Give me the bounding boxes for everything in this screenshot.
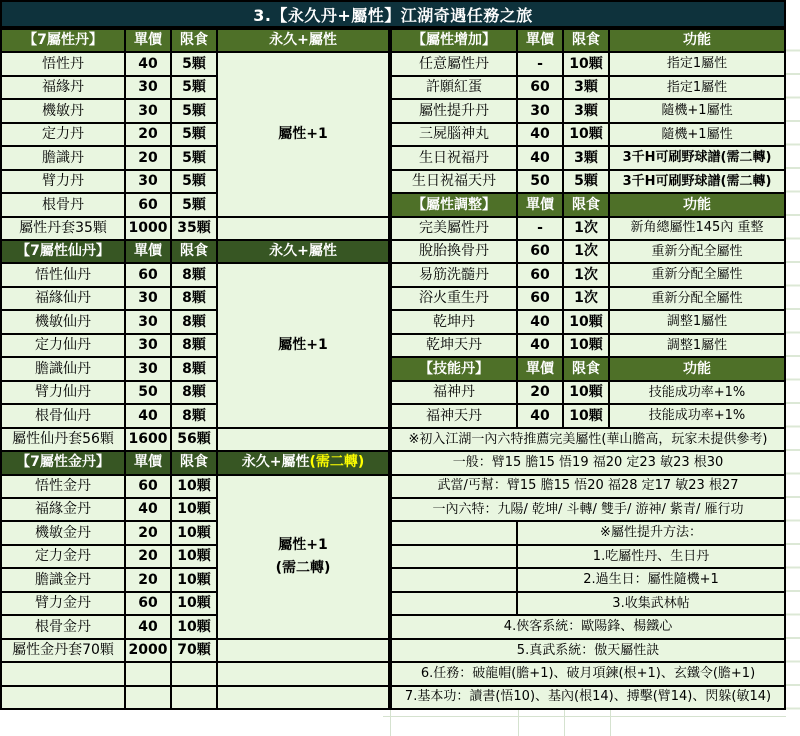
limit-cell: 3顆 <box>564 100 608 121</box>
effect-note-cell <box>218 476 388 638</box>
effect-cell: 重新分配全屬性 <box>610 288 784 309</box>
price-cell: 40 <box>126 53 170 74</box>
set-row-limit-cell: 56顆 <box>172 429 216 450</box>
price-cell: 40 <box>518 311 562 332</box>
set-row-effect-empty-cell <box>218 218 388 239</box>
table-header-effect: 功能 <box>610 194 784 215</box>
limit-cell: 5顆 <box>172 100 216 121</box>
limit-cell: 8顆 <box>172 335 216 356</box>
price-cell: 30 <box>126 311 170 332</box>
limit-cell: 10顆 <box>172 546 216 567</box>
item-name-cell: 根骨仙丹 <box>2 405 124 426</box>
table-header-price: 單價 <box>518 30 562 51</box>
limit-cell: 5顆 <box>172 147 216 168</box>
item-name-cell: 生日祝福丹 <box>392 147 516 168</box>
limit-cell: 1次 <box>564 241 608 262</box>
price-cell: 60 <box>126 194 170 215</box>
table-header-price: 單價 <box>126 452 170 473</box>
item-name-cell: 根骨丹 <box>2 194 124 215</box>
item-name-cell: 定力仙丹 <box>2 335 124 356</box>
table-header-effect <box>218 241 388 262</box>
set-row-limit-cell: 70顆 <box>172 640 216 661</box>
item-name-cell: 屬性提升丹 <box>392 100 516 121</box>
limit-cell: 10顆 <box>172 499 216 520</box>
empty-cell <box>2 687 124 708</box>
gridline <box>518 710 519 736</box>
set-row-price-cell: 1600 <box>126 429 170 450</box>
note-row: 武當/丐幫：臂15 膽15 悟20 福28 定17 敏23 根27 <box>392 476 784 497</box>
note-row: 一般：臂15 膽15 悟19 福20 定23 敏23 根30 <box>392 452 784 473</box>
limit-cell: 3顆 <box>564 147 608 168</box>
table-header-price: 單價 <box>126 30 170 51</box>
table-header-limit: 限食 <box>172 452 216 473</box>
effect-cell: 3千H可刷野球譜(需二轉) <box>610 147 784 168</box>
effect-cell: 隨機+1屬性 <box>610 100 784 121</box>
limit-cell: 3顆 <box>564 77 608 98</box>
item-name-cell: 膽識金丹 <box>2 569 124 590</box>
price-cell: 60 <box>126 476 170 497</box>
limit-cell: 1次 <box>564 288 608 309</box>
price-cell: 20 <box>126 569 170 590</box>
table-header-limit: 限食 <box>564 30 608 51</box>
sheet-area <box>0 28 786 710</box>
item-name-cell: 悟性金丹 <box>2 476 124 497</box>
limit-cell: 10顆 <box>564 311 608 332</box>
set-row-limit-cell: 35顆 <box>172 218 216 239</box>
empty-cell <box>218 663 388 684</box>
item-name-cell: 三屍腦神丸 <box>392 124 516 145</box>
limit-cell: 10顆 <box>564 335 608 356</box>
item-name-cell: 定力金丹 <box>2 546 124 567</box>
item-name-cell: 機敏仙丹 <box>2 311 124 332</box>
set-row-effect-empty-cell <box>218 640 388 661</box>
item-name-cell: 悟性仙丹 <box>2 264 124 285</box>
set-row-name-cell: 屬性仙丹套56顆 <box>2 429 124 450</box>
effect-note-line: 屬性+1 <box>278 337 328 354</box>
limit-cell: 8顆 <box>172 311 216 332</box>
item-name-cell: 臂力丹 <box>2 171 124 192</box>
item-name-cell: 臂力金丹 <box>2 593 124 614</box>
table-header-price: 單價 <box>126 241 170 262</box>
table-header-item: 【屬性增加】 <box>392 30 516 51</box>
price-cell: 40 <box>518 124 562 145</box>
limit-cell: 8顆 <box>172 358 216 379</box>
limit-cell: 8顆 <box>172 382 216 403</box>
note-empty-cell <box>392 569 516 590</box>
effect-note-cell <box>218 264 388 426</box>
effect-cell: 調整1屬性 <box>610 311 784 332</box>
item-name-cell: 福神丹 <box>392 382 516 403</box>
price-cell: 30 <box>126 171 170 192</box>
price-cell: 40 <box>518 335 562 356</box>
price-cell: - <box>518 53 562 74</box>
table-header-price: 單價 <box>518 358 562 379</box>
price-cell: 60 <box>518 77 562 98</box>
item-name-cell: 福神天丹 <box>392 405 516 426</box>
empty-cell <box>126 687 170 708</box>
table-header-item: 【7屬性丹】 <box>2 30 124 51</box>
effect-cell: 新角總屬性145內 重整 <box>610 218 784 239</box>
empty-cell <box>172 663 216 684</box>
effect-header-label: 永久+屬性 <box>241 454 310 471</box>
table-header-item: 【7屬性仙丹】 <box>2 241 124 262</box>
limit-cell: 5顆 <box>172 77 216 98</box>
table-header-limit: 限食 <box>564 358 608 379</box>
limit-cell: 5顆 <box>172 53 216 74</box>
price-cell: 60 <box>518 264 562 285</box>
limit-cell: 8顆 <box>172 264 216 285</box>
item-name-cell: 福緣金丹 <box>2 499 124 520</box>
limit-cell: 5顆 <box>172 171 216 192</box>
price-cell: 30 <box>126 77 170 98</box>
limit-cell: 10顆 <box>172 522 216 543</box>
limit-cell: 10顆 <box>172 616 216 637</box>
price-cell: 20 <box>518 382 562 403</box>
table-header-limit: 限食 <box>172 30 216 51</box>
item-name-cell: 定力丹 <box>2 124 124 145</box>
item-name-cell: 臂力仙丹 <box>2 382 124 403</box>
set-row-price-cell: 1000 <box>126 218 170 239</box>
gridline <box>610 710 611 736</box>
item-name-cell: 脫胎換骨丹 <box>392 241 516 262</box>
price-cell: 60 <box>518 288 562 309</box>
effect-note-cell <box>218 53 388 215</box>
table-header-item: 【屬性調整】 <box>392 194 516 215</box>
note-row: ※初入江湖一內六特推薦完美屬性(華山膽高，玩家未提供參考) <box>392 429 784 450</box>
empty-cell <box>218 687 388 708</box>
item-name-cell: 機敏金丹 <box>2 522 124 543</box>
price-cell: 30 <box>126 288 170 309</box>
item-name-cell: 膽識仙丹 <box>2 358 124 379</box>
gridline <box>390 710 391 736</box>
empty-cell <box>2 663 124 684</box>
limit-cell: 5顆 <box>172 124 216 145</box>
note-row: 5.真武系統：傲天屬性訣 <box>392 640 784 661</box>
effect-header-label: 永久+屬性 <box>269 243 337 260</box>
effect-cell: 技能成功率+1% <box>610 382 784 403</box>
price-cell: 30 <box>126 100 170 121</box>
item-name-cell: 乾坤天丹 <box>392 335 516 356</box>
price-cell: 40 <box>126 499 170 520</box>
set-row-name-cell: 屬性金丹套70顆 <box>2 640 124 661</box>
table-header-item: 【技能丹】 <box>392 358 516 379</box>
price-cell: 40 <box>518 147 562 168</box>
sheet-margin-right <box>786 28 800 710</box>
limit-cell: 1次 <box>564 264 608 285</box>
price-cell: 30 <box>126 358 170 379</box>
item-name-cell: 悟性丹 <box>2 53 124 74</box>
price-cell: - <box>518 218 562 239</box>
table-header-effect: 功能 <box>610 30 784 51</box>
item-name-cell: 易筋洗髓丹 <box>392 264 516 285</box>
effect-note-line: 屬性+1 <box>278 126 328 143</box>
note-empty-cell <box>392 522 516 543</box>
limit-cell: 10顆 <box>564 382 608 403</box>
effect-note-line: (需二轉) <box>275 559 331 576</box>
price-cell: 20 <box>126 124 170 145</box>
note-row: ※屬性提升方法： <box>518 522 784 543</box>
empty-cell <box>172 687 216 708</box>
note-empty-cell <box>392 546 516 567</box>
item-name-cell: 生日祝福天丹 <box>392 171 516 192</box>
item-name-cell: 任意屬性丹 <box>392 53 516 74</box>
price-cell: 60 <box>126 593 170 614</box>
price-cell: 50 <box>126 382 170 403</box>
price-cell: 40 <box>126 405 170 426</box>
right-tables-panel <box>390 28 786 710</box>
limit-cell: 10顆 <box>172 569 216 590</box>
effect-cell: 隨機+1屬性 <box>610 124 784 145</box>
effect-cell: 技能成功率+1% <box>610 405 784 426</box>
note-row: 3.收集武林帖 <box>518 593 784 614</box>
price-cell: 40 <box>126 616 170 637</box>
left-tables-panel <box>0 28 390 710</box>
item-name-cell: 浴火重生丹 <box>392 288 516 309</box>
limit-cell: 8顆 <box>172 405 216 426</box>
item-name-cell: 福緣仙丹 <box>2 288 124 309</box>
effect-cell: 重新分配全屬性 <box>610 264 784 285</box>
note-row: 6.任務：破龍帽(膽+1)、破月項鍊(根+1)、玄鐵令(膽+1) <box>392 663 784 684</box>
effect-header-highlight: (需二轉) <box>309 454 365 471</box>
item-name-cell: 乾坤丹 <box>392 311 516 332</box>
effect-note-line: 屬性+1 <box>278 537 328 554</box>
price-cell: 20 <box>126 546 170 567</box>
gridline <box>564 710 565 736</box>
note-row: 2.過生日：屬性隨機+1 <box>518 569 784 590</box>
item-name-cell: 完美屬性丹 <box>392 218 516 239</box>
effect-cell: 調整1屬性 <box>610 335 784 356</box>
set-row-price-cell: 2000 <box>126 640 170 661</box>
page-title: 3.【永久丹+屬性】江湖奇遇任務之旅 <box>0 0 786 28</box>
effect-cell: 指定1屬性 <box>610 77 784 98</box>
table-header-limit: 限食 <box>172 241 216 262</box>
effect-cell: 重新分配全屬性 <box>610 241 784 262</box>
note-empty-cell <box>392 593 516 614</box>
effect-cell: 3千H可刷野球譜(需二轉) <box>610 171 784 192</box>
limit-cell: 8顆 <box>172 288 216 309</box>
effect-header-label: 永久+屬性 <box>269 32 337 49</box>
table-header-effect <box>218 30 388 51</box>
price-cell: 20 <box>126 522 170 543</box>
set-row-effect-empty-cell <box>218 429 388 450</box>
empty-cell <box>126 663 170 684</box>
note-row: 7.基本功：讀書(悟10)、基內(根14)、搏擊(臂14)、閃躲(敏14) <box>392 687 784 708</box>
limit-cell: 10顆 <box>172 593 216 614</box>
gridline <box>383 716 786 717</box>
limit-cell: 10顆 <box>564 124 608 145</box>
price-cell: 50 <box>518 171 562 192</box>
item-name-cell: 機敏丹 <box>2 100 124 121</box>
table-header-effect <box>218 452 388 473</box>
limit-cell: 10顆 <box>172 476 216 497</box>
note-row: 一內六特：九陽/ 乾坤/ 斗轉/ 雙手/ 游神/ 紫青/ 雁行功 <box>392 499 784 520</box>
price-cell: 30 <box>126 335 170 356</box>
table-header-effect: 功能 <box>610 358 784 379</box>
price-cell: 60 <box>126 264 170 285</box>
table-header-price: 單價 <box>518 194 562 215</box>
limit-cell: 5顆 <box>172 194 216 215</box>
limit-cell: 5顆 <box>564 171 608 192</box>
limit-cell: 10顆 <box>564 53 608 74</box>
price-cell: 60 <box>518 241 562 262</box>
item-name-cell: 根骨金丹 <box>2 616 124 637</box>
note-row: 4.俠客系統：歐陽鋒、楊鐵心 <box>392 616 784 637</box>
table-header-limit: 限食 <box>564 194 608 215</box>
set-row-name-cell: 屬性丹套35顆 <box>2 218 124 239</box>
price-cell: 30 <box>518 100 562 121</box>
note-row: 1.吃屬性丹、生日丹 <box>518 546 784 567</box>
price-cell: 20 <box>126 147 170 168</box>
price-cell: 40 <box>518 405 562 426</box>
limit-cell: 10顆 <box>564 405 608 426</box>
item-name-cell: 許願紅蛋 <box>392 77 516 98</box>
effect-cell: 指定1屬性 <box>610 53 784 74</box>
item-name-cell: 膽識丹 <box>2 147 124 168</box>
table-header-item: 【7屬性金丹】 <box>2 452 124 473</box>
item-name-cell: 福緣丹 <box>2 77 124 98</box>
limit-cell: 1次 <box>564 218 608 239</box>
